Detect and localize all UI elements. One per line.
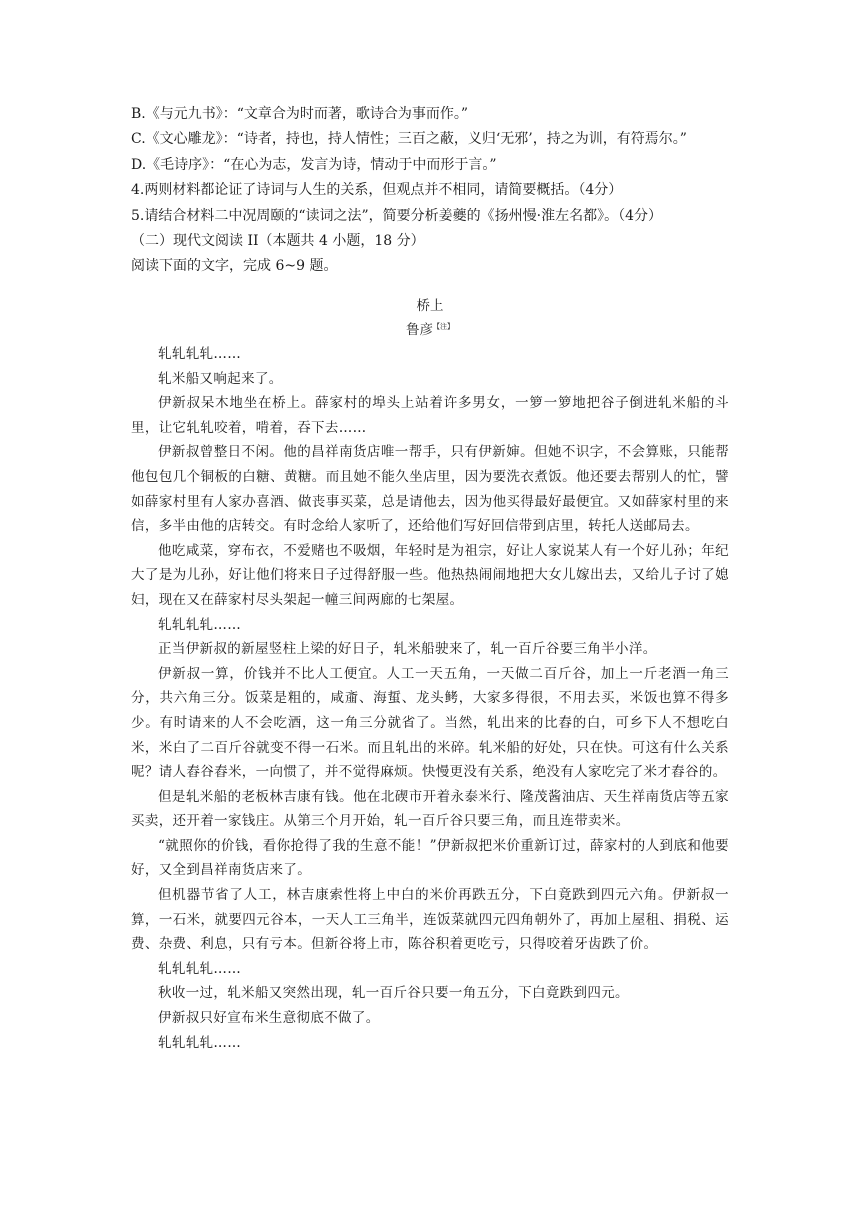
story-body — [131, 342, 729, 1055]
question-block — [131, 102, 731, 280]
option-c: C.《文心雕龙》：“诗者，持也，持人情性；三百之蔽，义归‘无邪’，持之为训，有符焉尔。” — [131, 131, 687, 148]
story-paragraph: 但是轧米船的老板林吉康有钱。他在北碶市开着永泰米行、隆茂酱油店、天生祥南货店等五家买卖，还开着一家钱庄。从第三个月开始，轧一百斤谷只要三角，而且连带卖米。 — [131, 788, 729, 830]
story-paragraph: 伊新叔呆木地坐在桥上。薛家村的埠头上站着许多男女，一箩一箩地把谷子倒进轧米船的斗里，让它轧轧咬着，啃着，吞下去…… — [131, 395, 729, 436]
story-paragraph: 他吃咸菜，穿布衣，不爱赌也不吸烟，年轻时是为祖宗，好让人家说某人有一个好儿孙；年纪大了是为儿孙，好让他们将来日子过得舒服一些。他热热闹闹地把大女儿嫁出去，又给儿子讨了媳妇，现在又在薛家村尽头架起一幢三间两廊的七架屋。 — [131, 542, 729, 608]
story-paragraph: 轧轧轧轧…… — [158, 1034, 242, 1051]
story-paragraph: 伊新叔只好宣布米生意彻底不做了。 — [158, 1010, 380, 1027]
reading-instruction: 阅读下面的文字，完成 6~9 题。 — [131, 258, 338, 275]
story-author: 鲁彦 — [406, 322, 433, 338]
story-paragraph: 正当伊新叔的新屋竖柱上梁的好日子，轧米船驶来了，轧一百斤谷要三角半小洋。 — [158, 641, 657, 658]
story-paragraph: “就照你的价钱，看你抢得了我的生意不能！”伊新叔把米价重新订过，薛家村的人到底和他要好，又全到昌祥南货店来了。 — [131, 837, 729, 879]
story-paragraph: 秋收一过，轧米船又突然出现，轧一百斤谷只要一角五分，下白竟跌到四元。 — [158, 985, 629, 1002]
question-5: 5.请结合材料二中况周颐的“读词之法”，简要分析姜夔的《扬州慢·淮左名都》。（4分） — [131, 207, 663, 224]
story-paragraph: 伊新叔一算，价钱并不比人工便宜。人工一天五角，一天做二百斤谷，加上一斤老酒一角三分，共六角三分。饭菜是粗的，咸齑、海蜇、龙头鲓，大家多得很，不用去买，米饭也算不得多少。有时请来的人不会吃酒，这一角三分就省了。当然，轧出来的比舂的白，可乡下人不想吃白米，米白了二百斤谷就变不得一石米。而且轧出的米碎。轧米船的好处，只在快。可这有什么关系呢？请人舂谷舂米，一向惯了，并不觉得麻烦。快慢更没有关系，绝没有人家吃完了米才舂谷的。 — [131, 665, 729, 781]
story-paragraph: 但机器节省了人工，林吉康索性将上中白的米价再跌五分，下白竟跌到四元六角。伊新叔一算，一石米，就要四元谷本，一天人工三角半，连饭菜就四元四角朝外了，再加上屋租、捐税、运费、杂费、利息，只有亏本。但新谷将上市，陈谷积着更吃亏，只得咬着牙齿跌了价。 — [131, 887, 729, 953]
story-paragraph: 轧轧轧轧…… — [158, 346, 242, 362]
story-title: 桥上 — [416, 298, 444, 314]
author-note-mark: 【注】 — [433, 322, 454, 331]
option-d: D.《毛诗序》：“在心为志，发言为诗，情动于中而形于言。” — [131, 156, 497, 173]
story-author-line — [0, 318, 860, 338]
question-4: 4.两则材料都论证了诗词与人生的关系，但观点并不相同，请简要概括。（4分） — [131, 182, 623, 199]
option-b: B.《与元九书》：“文章合为时而著，歌诗合为事而作。” — [131, 106, 469, 122]
story-paragraph: 轧轧轧轧…… — [158, 616, 242, 633]
story-paragraph: 轧米船又响起来了。 — [158, 370, 283, 387]
story-paragraph: 轧轧轧轧…… — [158, 960, 242, 977]
section-heading: （二）现代文阅读 II（本题共 4 小题，18 分） — [131, 233, 425, 250]
story-paragraph: 伊新叔曾整日不闲。他的昌祥南货店唯一帮手，只有伊新婶。但她不识字，不会算账，只能帮他包包几个铜板的白糖、黄糖。而且她不能久坐店里，因为要洗衣煮饭。他还要去帮别人的忙，譬如薛家村里有人家办喜酒、做丧事买菜，总是请他去，因为他买得最好最便宜。又如薛家村里的来信，多半由他的店转交。有时念给人家听了，还给他们写好回信带到店里，转托人送邮局去。 — [131, 444, 729, 535]
